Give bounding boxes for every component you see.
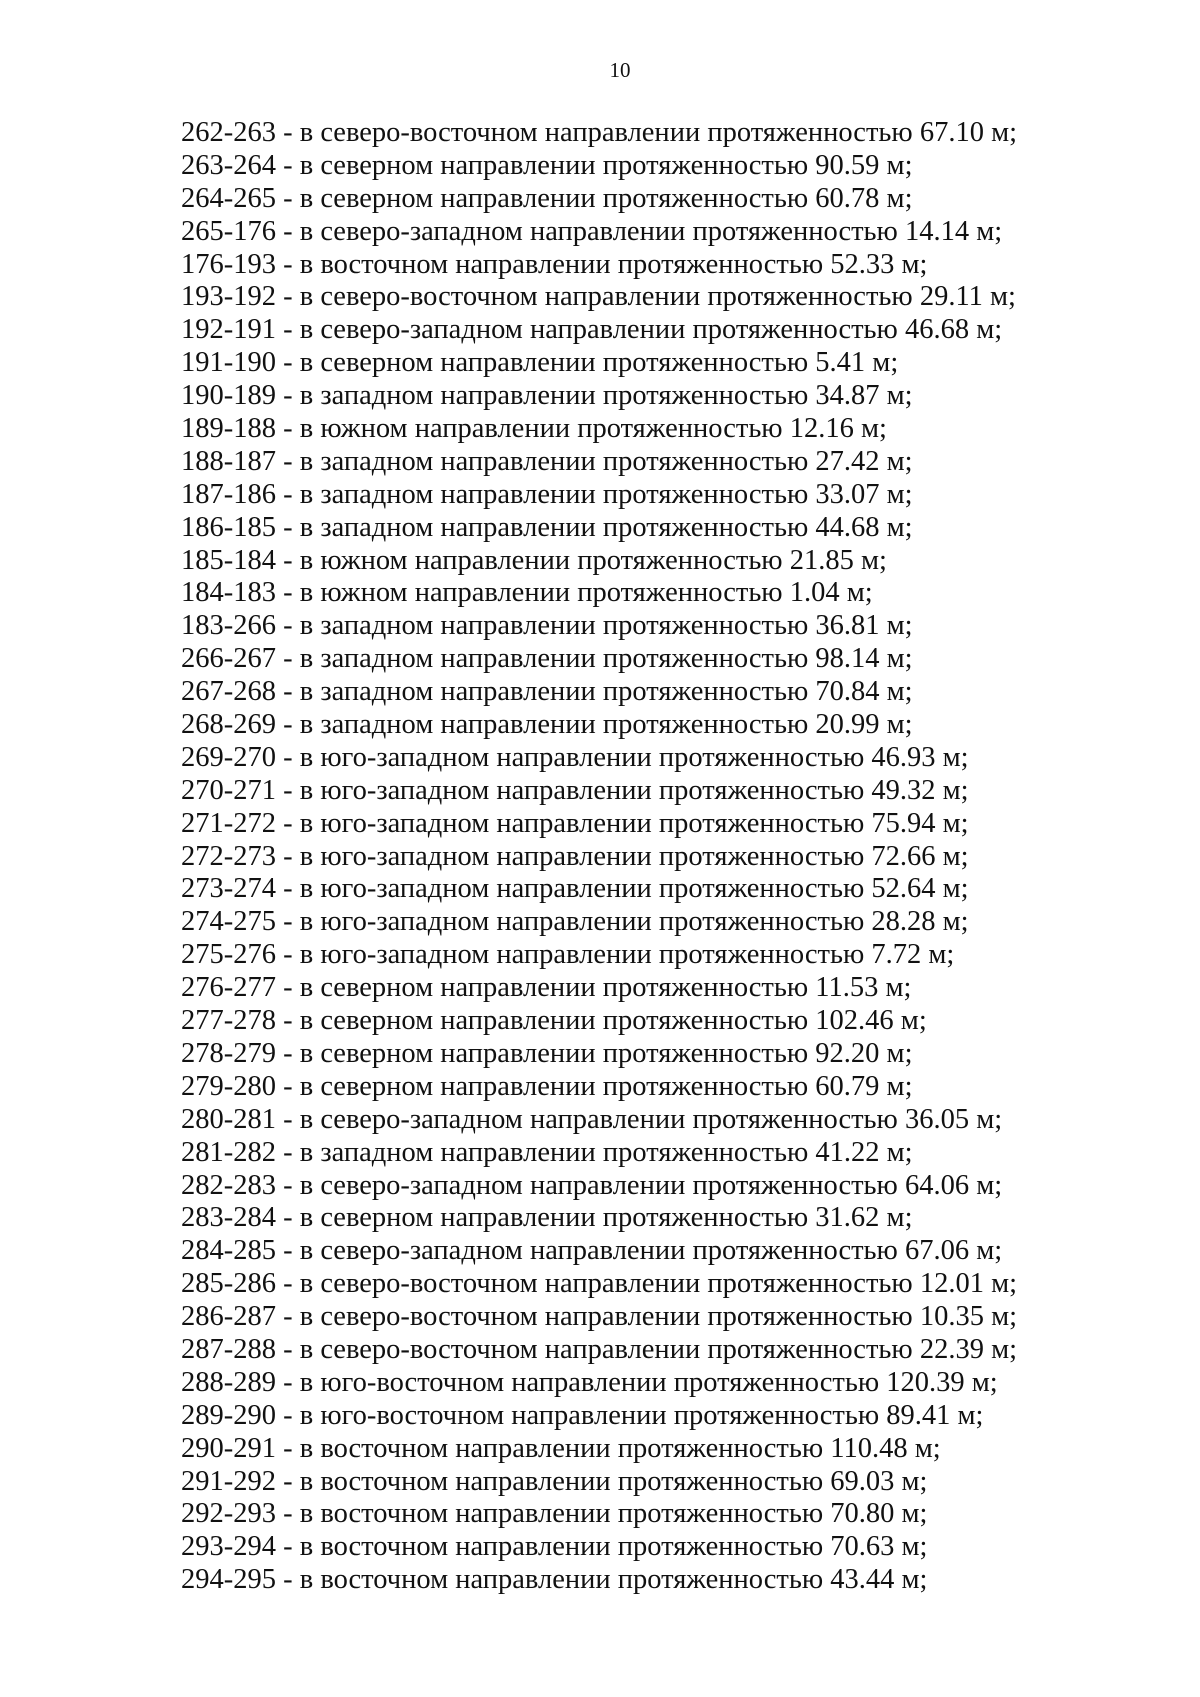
boundary-segment-line: 287-288 - в северо-восточном направлении протяженностью 22.39 м; <box>181 1333 1018 1365</box>
boundary-segment-line: 271-272 - в юго-западном направлении протяженностью 75.94 м; <box>181 807 969 839</box>
boundary-segment-line: 290-291 - в восточном направлении протяженностью 110.48 м; <box>181 1432 941 1464</box>
boundary-segment-line: 275-276 - в юго-западном направлении протяженностью 7.72 м; <box>181 939 955 971</box>
boundary-segment-line: 183-266 - в западном направлении протяженностью 36.81 м; <box>181 610 913 642</box>
boundary-segment-line: 274-275 - в юго-западном направлении протяженностью 28.28 м; <box>181 906 969 938</box>
boundary-segment-line: 267-268 - в западном направлении протяженностью 70.84 м; <box>181 676 913 708</box>
boundary-segment-line: 284-285 - в северо-западном направлении протяженностью 67.06 м; <box>181 1235 1003 1267</box>
boundary-segment-line: 262-263 - в северо-восточном направлении протяженностью 67.10 м; <box>181 117 1018 148</box>
boundary-segment-line: 286-287 - в северо-восточном направлении протяженностью 10.35 м; <box>181 1301 1018 1333</box>
boundary-segment-line: 281-282 - в западном направлении протяженностью 41.22 м; <box>181 1136 913 1168</box>
boundary-segment-line: 187-186 - в западном направлении протяженностью 33.07 м; <box>181 478 913 510</box>
boundary-segment-line: 189-188 - в южном направлении протяженностью 12.16 м; <box>181 413 887 445</box>
boundary-segment-line: 282-283 - в северо-западном направлении протяженностью 64.06 м; <box>181 1169 1003 1201</box>
page-number: 10 <box>609 58 631 82</box>
boundary-segment-line: 289-290 - в юго-восточном направлении протяженностью 89.41 м; <box>181 1399 984 1431</box>
boundary-segment-line: 280-281 - в северо-западном направлении протяженностью 36.05 м; <box>181 1103 1003 1135</box>
boundary-segment-line: 190-189 - в западном направлении протяженностью 34.87 м; <box>181 380 913 412</box>
boundary-segment-line: 193-192 - в северо-восточном направлении протяженностью 29.11 м; <box>181 281 1016 313</box>
boundary-segment-line: 269-270 - в юго-западном направлении протяженностью 46.93 м; <box>181 741 969 773</box>
boundary-segment-line: 176-193 - в восточном направлении протяженностью 52.33 м; <box>181 248 928 280</box>
boundary-segment-line: 278-279 - в северном направлении протяженностью 92.20 м; <box>181 1037 913 1069</box>
boundary-segment-line: 264-265 - в северном направлении протяженностью 60.78 м; <box>181 182 913 214</box>
boundary-segment-line: 283-284 - в северном направлении протяженностью 31.62 м; <box>181 1202 913 1234</box>
boundary-segment-line: 185-184 - в южном направлении протяженностью 21.85 м; <box>181 544 887 576</box>
boundary-segment-line: 186-185 - в западном направлении протяженностью 44.68 м; <box>181 511 913 543</box>
boundary-segment-line: 192-191 - в северо-западном направлении протяженностью 46.68 м; <box>181 314 1003 346</box>
boundary-segment-list <box>181 117 1171 1597</box>
boundary-segment-line: 273-274 - в юго-западном направлении протяженностью 52.64 м; <box>181 873 969 905</box>
boundary-segment-line: 276-277 - в северном направлении протяженностью 11.53 м; <box>181 972 912 1004</box>
boundary-segment-line: 285-286 - в северо-восточном направлении протяженностью 12.01 м; <box>181 1268 1018 1300</box>
boundary-segment-line: 291-292 - в восточном направлении протяженностью 69.03 м; <box>181 1465 928 1497</box>
boundary-segment-line: 293-294 - в восточном направлении протяженностью 70.63 м; <box>181 1531 928 1563</box>
boundary-segment-line: 188-187 - в западном направлении протяженностью 27.42 м; <box>181 445 913 477</box>
boundary-segment-line: 272-273 - в юго-западном направлении протяженностью 72.66 м; <box>181 840 969 872</box>
boundary-segment-line: 266-267 - в западном направлении протяженностью 98.14 м; <box>181 643 913 675</box>
boundary-segment-line: 288-289 - в юго-восточном направлении протяженностью 120.39 м; <box>181 1366 998 1398</box>
boundary-segment-line: 263-264 - в северном направлении протяженностью 90.59 м; <box>181 149 913 181</box>
boundary-segment-line: 277-278 - в северном направлении протяженностью 102.46 м; <box>181 1005 927 1037</box>
boundary-segment-line: 279-280 - в северном направлении протяженностью 60.79 м; <box>181 1070 913 1102</box>
boundary-segment-line: 294-295 - в восточном направлении протяженностью 43.44 м; <box>181 1564 928 1596</box>
boundary-segment-line: 268-269 - в западном направлении протяженностью 20.99 м; <box>181 709 913 741</box>
boundary-segment-line: 292-293 - в восточном направлении протяженностью 70.80 м; <box>181 1498 928 1530</box>
boundary-segment-line: 184-183 - в южном направлении протяженностью 1.04 м; <box>181 577 873 609</box>
boundary-segment-line: 191-190 - в северном направлении протяженностью 5.41 м; <box>181 347 899 379</box>
boundary-segment-line: 270-271 - в юго-западном направлении протяженностью 49.32 м; <box>181 774 969 806</box>
boundary-segment-line: 265-176 - в северо-западном направлении протяженностью 14.14 м; <box>181 215 1003 247</box>
